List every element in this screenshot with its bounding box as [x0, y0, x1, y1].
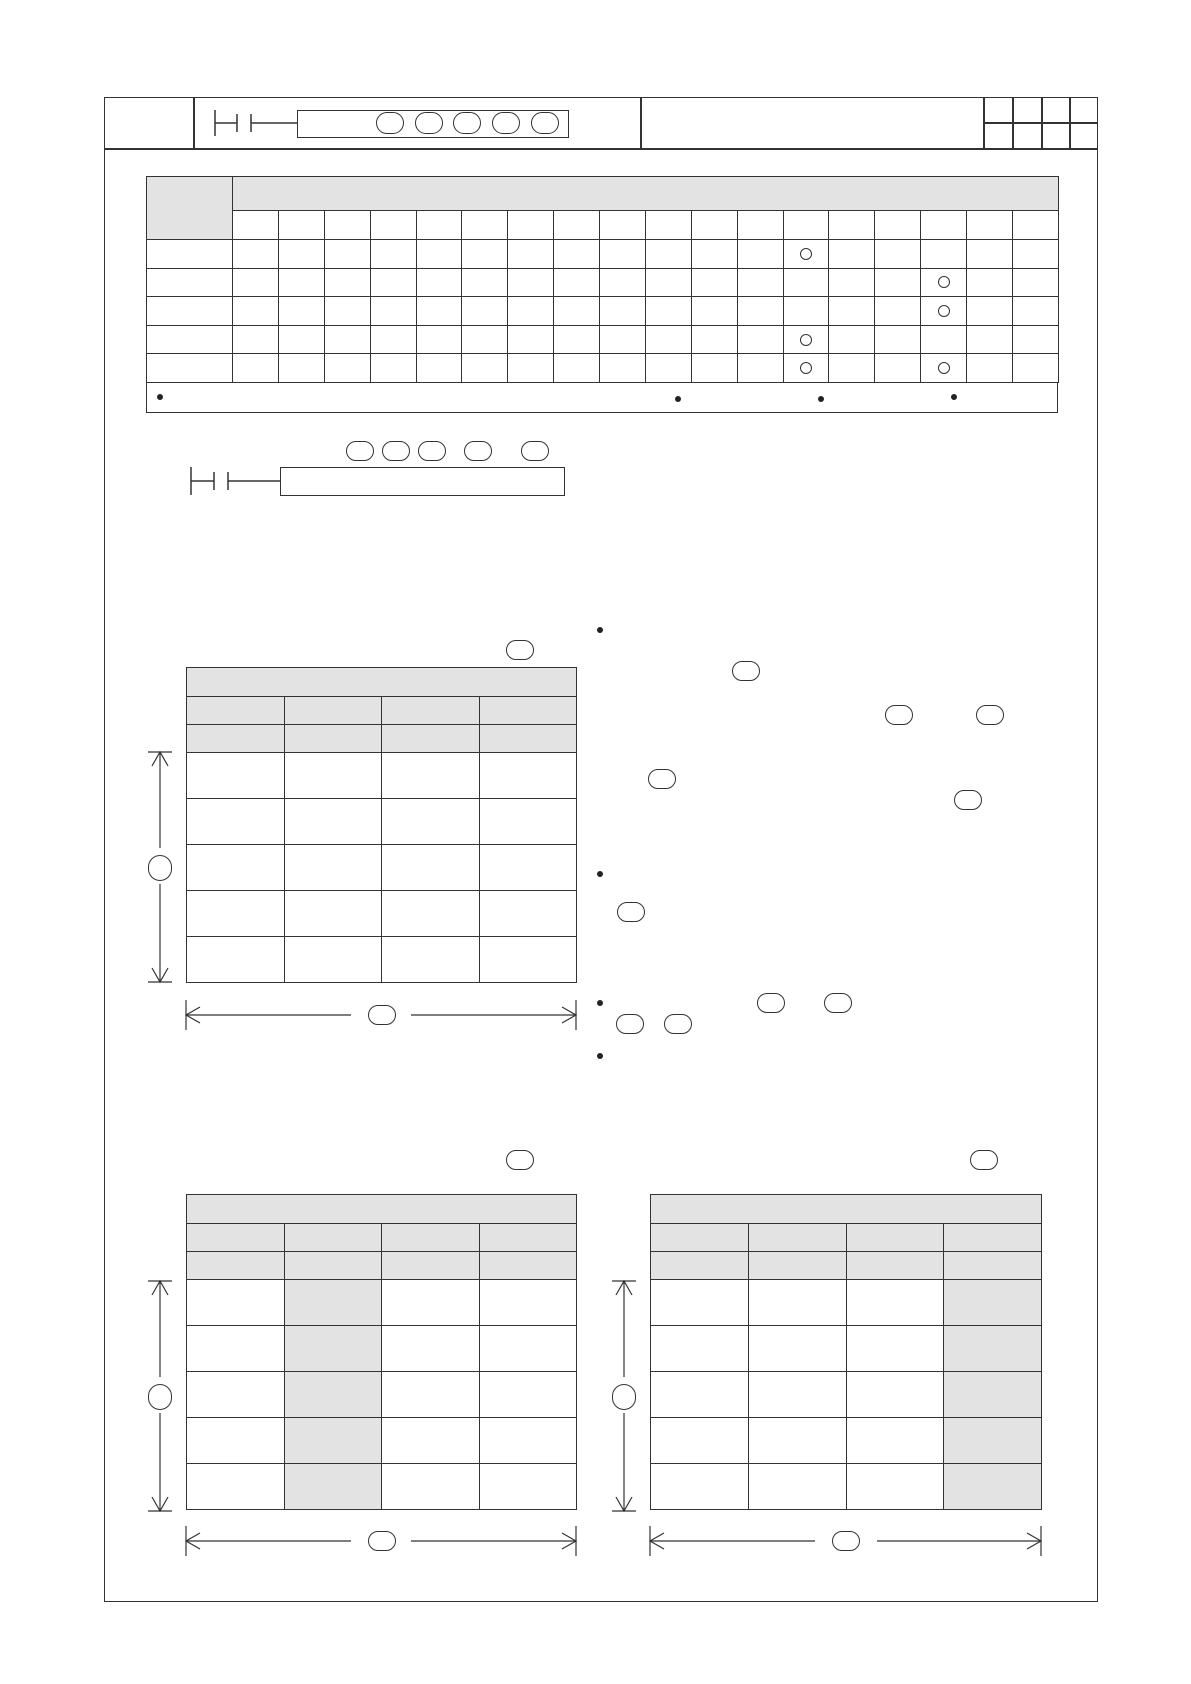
- header-operand-slot-4: [492, 112, 520, 134]
- table-cell: [1012, 268, 1058, 297]
- table-row-label: [147, 268, 233, 297]
- diagram-cell: [187, 1418, 285, 1464]
- table-cell: [967, 240, 1013, 269]
- table-column-head: [921, 211, 967, 240]
- table-cell: [967, 268, 1013, 297]
- diagram-cell: [187, 1464, 285, 1510]
- diagram-cell: [382, 1326, 480, 1372]
- table-cell: [278, 354, 324, 383]
- applicable-table: [146, 176, 1058, 413]
- diagram-cell: [479, 1464, 577, 1510]
- diagram-a-width-pill: [368, 1005, 396, 1025]
- diagram-head-cell: [187, 697, 285, 725]
- table-row: [147, 297, 1059, 326]
- table-cell: [875, 354, 921, 383]
- table-cell: [600, 297, 646, 326]
- header-bottom-rule: [104, 148, 1098, 150]
- table-column-head: [600, 211, 646, 240]
- diagram-row: [187, 937, 577, 983]
- diagram-cell: [651, 1464, 749, 1510]
- diagram-cell: [846, 1326, 944, 1372]
- diagram-cell: [846, 1372, 944, 1418]
- table-cell: [1012, 240, 1058, 269]
- table-cell: [416, 268, 462, 297]
- diagram-head-cell: [284, 1224, 382, 1252]
- table-cell: [554, 240, 600, 269]
- diagram-cell: [479, 1280, 577, 1326]
- diagram-row: [651, 1464, 1042, 1510]
- diagram-head-cell: [479, 725, 577, 753]
- diagram-cell: [944, 1326, 1042, 1372]
- table-cell: [233, 268, 279, 297]
- diagram-cell: [382, 1372, 480, 1418]
- format-contact-symbol: [188, 467, 284, 497]
- diagram-head-cell: [479, 697, 577, 725]
- diagram-cell: [944, 1280, 1042, 1326]
- table-cell: [462, 354, 508, 383]
- diagram-cell: [187, 753, 285, 799]
- diagram-cell: [187, 937, 285, 983]
- table-cell: [645, 268, 691, 297]
- diagram-cell: [479, 1326, 577, 1372]
- header-operand-slot-1: [376, 112, 404, 134]
- table-cell: [829, 297, 875, 326]
- table-cell: [783, 325, 829, 354]
- table-corner-cell: [147, 177, 233, 240]
- table-cell: [416, 240, 462, 269]
- diagram-head-cell: [187, 1252, 285, 1280]
- diagram-cell: [284, 845, 382, 891]
- table-cell: [554, 325, 600, 354]
- table-column-head: [783, 211, 829, 240]
- diagram-cell: [284, 799, 382, 845]
- table-header-band: [233, 177, 1059, 211]
- diagram-cell: [479, 1372, 577, 1418]
- diagram-c-width-pill: [832, 1531, 860, 1551]
- applicable-mark-icon: [938, 305, 950, 317]
- diagram-cell: [846, 1418, 944, 1464]
- table-cell: [278, 268, 324, 297]
- table-cell: [370, 325, 416, 354]
- table-cell: [278, 325, 324, 354]
- table-cell: [691, 240, 737, 269]
- diagram-head-cell: [187, 1224, 285, 1252]
- table-column-head: [324, 211, 370, 240]
- table-cell: [462, 325, 508, 354]
- diagram-head-cell: [846, 1252, 944, 1280]
- table-cell: [783, 240, 829, 269]
- format-operand-slot-5: [521, 441, 549, 461]
- table-cell: [921, 297, 967, 326]
- diagram-head-cell: [944, 1224, 1042, 1252]
- table-cell: [508, 268, 554, 297]
- diagram-row: [187, 1464, 577, 1510]
- diagram-title-band: [187, 1195, 577, 1224]
- format-operand-slot-2: [382, 441, 410, 461]
- diagram-head-cell: [382, 725, 480, 753]
- diagram-cell: [382, 845, 480, 891]
- diagram-head-cell: [284, 1252, 382, 1280]
- table-row-label: [147, 297, 233, 326]
- diagram-cell: [651, 1326, 749, 1372]
- applicable-table-footnote: [146, 382, 1058, 413]
- diagram-cell: [651, 1418, 749, 1464]
- note-bullet-4: [597, 1053, 603, 1059]
- table-column-head: [370, 211, 416, 240]
- diagram-head-cell: [846, 1224, 944, 1252]
- table-column-head: [875, 211, 921, 240]
- diagram-b-height-pill: [148, 1384, 172, 1410]
- diagram-cell: [187, 891, 285, 937]
- table-cell: [783, 268, 829, 297]
- table-cell: [645, 297, 691, 326]
- diagram-cell: [651, 1280, 749, 1326]
- note-pill-6: [617, 902, 645, 922]
- diagram-cell: [284, 1418, 382, 1464]
- table-cell: [737, 297, 783, 326]
- table-cell: [875, 297, 921, 326]
- diagram-cell: [944, 1418, 1042, 1464]
- table-cell: [691, 325, 737, 354]
- diagram-cell: [944, 1372, 1042, 1418]
- table-cell: [691, 297, 737, 326]
- table-column-head: [278, 211, 324, 240]
- diagram-row: [187, 1280, 577, 1326]
- format-operand-slot-1: [346, 441, 374, 461]
- table-cell: [233, 325, 279, 354]
- diagram-cell: [651, 1372, 749, 1418]
- diagram-cell: [382, 891, 480, 937]
- table-cell: [967, 297, 1013, 326]
- table-column-head: [554, 211, 600, 240]
- diagram-cell: [284, 891, 382, 937]
- table-cell: [462, 268, 508, 297]
- diagram-cell: [187, 799, 285, 845]
- table-column-head: [645, 211, 691, 240]
- diagram-a-label-pill: [506, 640, 534, 660]
- table-cell: [370, 240, 416, 269]
- table-cell: [554, 268, 600, 297]
- diagram-cell: [479, 1418, 577, 1464]
- diagram-head-cell: [651, 1252, 749, 1280]
- table-cell: [737, 240, 783, 269]
- table-cell: [645, 325, 691, 354]
- diagram-cell: [284, 1372, 382, 1418]
- applicable-mark-icon: [938, 276, 950, 288]
- table-cell: [921, 325, 967, 354]
- applicable-mark-icon: [800, 334, 812, 346]
- table-cell: [508, 297, 554, 326]
- diagram-row: [187, 845, 577, 891]
- diagram-cell: [479, 753, 577, 799]
- header-mid-rule: [983, 122, 1098, 124]
- table-cell: [921, 240, 967, 269]
- table-cell: [645, 240, 691, 269]
- table-cell: [370, 268, 416, 297]
- format-operand-slot-4: [464, 441, 492, 461]
- header-operand-slot-2: [415, 112, 443, 134]
- table-row: [147, 268, 1059, 297]
- diagram-row: [187, 1372, 577, 1418]
- table-cell: [921, 268, 967, 297]
- diagram-c-label-pill: [970, 1150, 998, 1170]
- table-cell: [278, 240, 324, 269]
- table-cell: [783, 297, 829, 326]
- table-cell: [462, 240, 508, 269]
- footnote-bullet-4: [951, 394, 957, 400]
- table-cell: [1012, 325, 1058, 354]
- diagram-cell: [748, 1372, 846, 1418]
- table-cell: [691, 268, 737, 297]
- table-column-head: [1012, 211, 1058, 240]
- diagram-cell: [187, 1326, 285, 1372]
- diagram-head-cell: [479, 1252, 577, 1280]
- note-pill-10: [664, 1014, 692, 1034]
- table-column-head: [462, 211, 508, 240]
- diagram-c-grid: [650, 1194, 1042, 1510]
- diagram-head-cell: [284, 725, 382, 753]
- table-cell: [783, 354, 829, 383]
- note-pill-5: [954, 790, 982, 810]
- diagram-title-band: [187, 668, 577, 697]
- diagram-cell: [846, 1280, 944, 1326]
- table-cell: [829, 240, 875, 269]
- header-contact-symbol: [212, 110, 302, 140]
- table-cell: [600, 325, 646, 354]
- table-cell: [737, 354, 783, 383]
- table-cell: [324, 354, 370, 383]
- note-pill-4: [648, 769, 676, 789]
- diagram-row: [187, 799, 577, 845]
- table-cell: [829, 354, 875, 383]
- diagram-c-height-pill: [612, 1384, 636, 1410]
- note-bullet-3: [597, 1000, 603, 1006]
- diagram-row: [187, 1326, 577, 1372]
- diagram-head-cell: [651, 1224, 749, 1252]
- table-cell: [600, 354, 646, 383]
- table-cell: [600, 240, 646, 269]
- footnote-bullet-2: [675, 396, 681, 402]
- header-divider-2: [640, 97, 642, 149]
- table-cell: [324, 325, 370, 354]
- table-column-head: [508, 211, 554, 240]
- table-cell: [554, 354, 600, 383]
- diagram-head-cell: [748, 1252, 846, 1280]
- table-cell: [829, 268, 875, 297]
- table-cell: [691, 354, 737, 383]
- table-row-label: [147, 325, 233, 354]
- header-operand-slot-5: [531, 112, 559, 134]
- table-row-label: [147, 240, 233, 269]
- table-row: [147, 325, 1059, 354]
- footnote-bullet-3: [818, 396, 824, 402]
- table-cell: [554, 297, 600, 326]
- table-row: [147, 354, 1059, 383]
- diagram-cell: [748, 1464, 846, 1510]
- diagram-cell: [382, 753, 480, 799]
- diagram-head-cell: [382, 697, 480, 725]
- header-divider-1: [193, 97, 195, 149]
- table-cell: [324, 297, 370, 326]
- table-column-head: [416, 211, 462, 240]
- note-bullet-2: [597, 871, 603, 877]
- table-column-head: [829, 211, 875, 240]
- applicable-mark-icon: [800, 362, 812, 374]
- footnote-bullet-1: [157, 394, 163, 400]
- note-pill-1: [732, 661, 760, 681]
- diagram-cell: [479, 937, 577, 983]
- table-cell: [278, 297, 324, 326]
- diagram-head-cell: [944, 1252, 1042, 1280]
- diagram-cell: [284, 1280, 382, 1326]
- diagram-cell: [382, 1280, 480, 1326]
- table-cell: [508, 240, 554, 269]
- diagram-b-width-pill: [368, 1531, 396, 1551]
- table-cell: [967, 354, 1013, 383]
- diagram-cell: [284, 753, 382, 799]
- table-row: [147, 240, 1059, 269]
- table-cell: [967, 325, 1013, 354]
- table-cell: [233, 240, 279, 269]
- format-instruction-box: [280, 467, 565, 496]
- diagram-cell: [382, 1418, 480, 1464]
- diagram-cell: [479, 891, 577, 937]
- diagram-row: [651, 1372, 1042, 1418]
- diagram-cell: [748, 1418, 846, 1464]
- header-operand-slot-3: [453, 112, 481, 134]
- table-cell: [875, 325, 921, 354]
- table-cell: [875, 240, 921, 269]
- table-cell: [1012, 354, 1058, 383]
- table-cell: [324, 240, 370, 269]
- diagram-row: [651, 1418, 1042, 1464]
- table-cell: [1012, 297, 1058, 326]
- table-cell: [233, 354, 279, 383]
- table-cell: [233, 297, 279, 326]
- diagram-b-label-pill: [506, 1150, 534, 1170]
- diagram-cell: [382, 937, 480, 983]
- table-cell: [370, 297, 416, 326]
- note-pill-9: [616, 1014, 644, 1034]
- diagram-row: [187, 753, 577, 799]
- diagram-cell: [748, 1326, 846, 1372]
- note-pill-7: [757, 993, 785, 1013]
- diagram-cell: [284, 937, 382, 983]
- diagram-cell: [284, 1326, 382, 1372]
- diagram-title-band: [651, 1195, 1042, 1224]
- table-cell: [737, 325, 783, 354]
- diagram-cell: [382, 799, 480, 845]
- table-cell: [462, 297, 508, 326]
- note-pill-3: [976, 705, 1004, 725]
- table-cell: [370, 354, 416, 383]
- table-cell: [416, 325, 462, 354]
- diagram-cell: [479, 799, 577, 845]
- diagram-a-height-pill: [148, 855, 172, 881]
- table-cell: [829, 325, 875, 354]
- table-row-label: [147, 354, 233, 383]
- format-operand-slot-3: [418, 441, 446, 461]
- table-cell: [508, 325, 554, 354]
- diagram-b-grid: [186, 1194, 577, 1510]
- table-cell: [508, 354, 554, 383]
- applicable-mark-icon: [800, 248, 812, 260]
- diagram-cell: [944, 1464, 1042, 1510]
- note-pill-2: [885, 705, 913, 725]
- table-cell: [600, 268, 646, 297]
- diagram-cell: [382, 1464, 480, 1510]
- diagram-cell: [284, 1464, 382, 1510]
- table-cell: [416, 297, 462, 326]
- table-cell: [921, 354, 967, 383]
- diagram-head-cell: [284, 697, 382, 725]
- table-cell: [645, 354, 691, 383]
- applicable-mark-icon: [938, 362, 950, 374]
- diagram-head-cell: [479, 1224, 577, 1252]
- diagram-row: [187, 891, 577, 937]
- diagram-cell: [479, 845, 577, 891]
- table-column-head: [233, 211, 279, 240]
- diagram-cell: [187, 1280, 285, 1326]
- diagram-row: [651, 1326, 1042, 1372]
- diagram-cell: [748, 1280, 846, 1326]
- diagram-cell: [187, 845, 285, 891]
- table-cell: [324, 268, 370, 297]
- table-column-head: [967, 211, 1013, 240]
- table-cell: [416, 354, 462, 383]
- note-bullet-1: [597, 627, 603, 633]
- diagram-head-cell: [382, 1252, 480, 1280]
- diagram-a-grid: [186, 667, 577, 983]
- diagram-head-cell: [748, 1224, 846, 1252]
- note-pill-8: [824, 993, 852, 1013]
- diagram-cell: [187, 1372, 285, 1418]
- diagram-head-cell: [382, 1224, 480, 1252]
- diagram-row: [187, 1418, 577, 1464]
- table-cell: [875, 268, 921, 297]
- table-column-head: [691, 211, 737, 240]
- table-cell: [737, 268, 783, 297]
- table-column-head: [737, 211, 783, 240]
- diagram-row: [651, 1280, 1042, 1326]
- diagram-head-cell: [187, 725, 285, 753]
- diagram-cell: [846, 1464, 944, 1510]
